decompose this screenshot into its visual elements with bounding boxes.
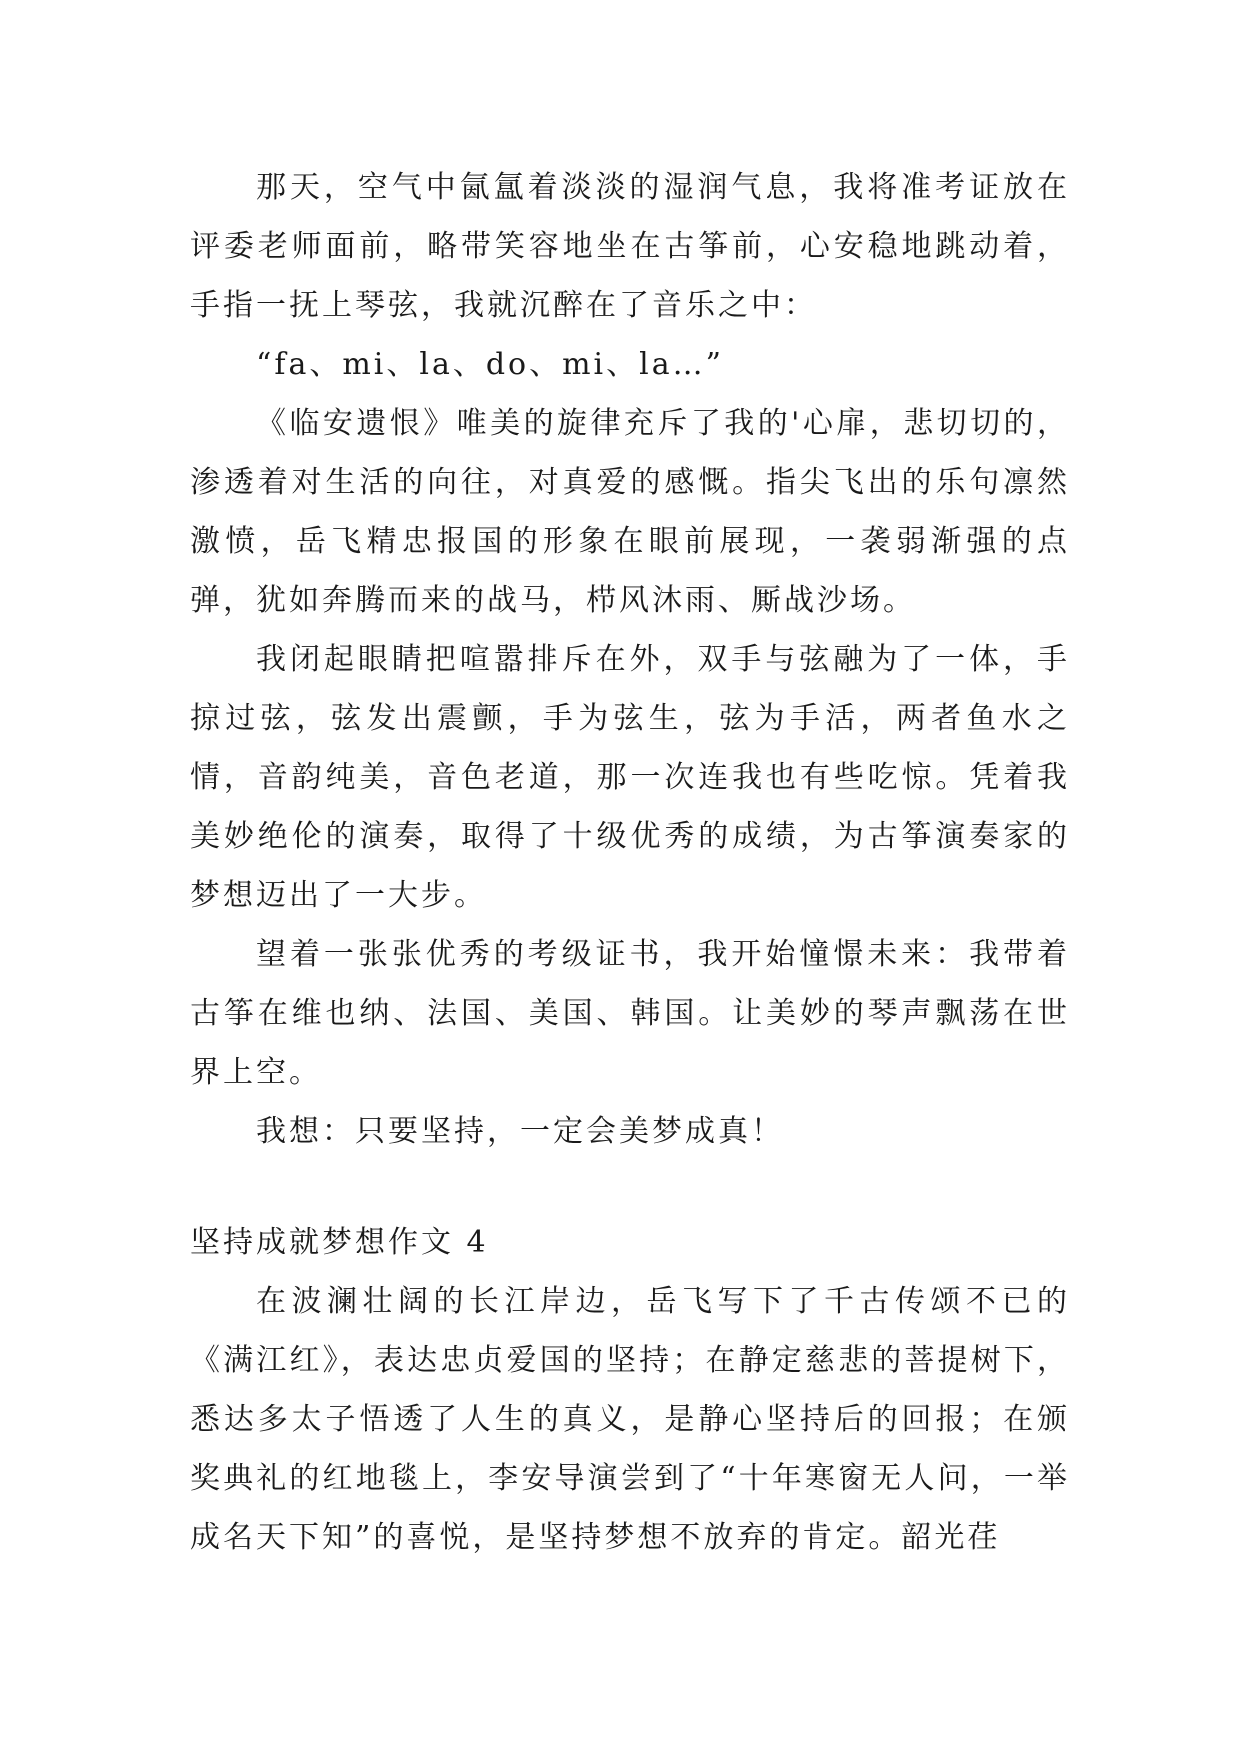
document-body — [190, 158, 1070, 1567]
section-title: 坚持成就梦想作文 4 — [190, 1225, 489, 1260]
paragraph-conclusion: 我想：只要坚持，一定会美梦成真！ — [256, 1114, 784, 1149]
paragraph-melody: 《临安遗恨》唯美的旋律充斥了我的'心扉，悲切切的，渗透着对生活的向往，对真爱的感慨。指尖飞出的乐句凛然激愤，岳飞精忠报国的形象在眼前展现，一袭弱渐强的点弹，犹如奔腾而来的战马，栉风沐雨、厮战沙场。 — [190, 406, 1070, 618]
paragraph-essay4-intro: 在波澜壮阔的长江岸边，岳飞写下了千古传颂不已的《满江红》，表达忠贞爱国的坚持；在静定慈悲的菩提树下，悉达多太子悟透了人生的真义，是静心坚持后的回报；在颁奖典礼的红地毯上，李安导演尝到了“十年寒窗无人问，一举成名天下知”的喜悦，是坚持梦想不放弃的肯定。韶光荏 — [190, 1284, 1070, 1555]
paragraph-performance: 我闭起眼睛把喧嚣排斥在外，双手与弦融为了一体，手掠过弦，弦发出震颤，手为弦生，弦为手活，两者鱼水之情，音韵纯美，音色老道，那一次连我也有些吃惊。凭着我美妙绝伦的演奏，取得了十级优秀的成绩，为古筝演奏家的梦想迈出了一大步。 — [190, 642, 1070, 913]
paragraph-future: 望着一张张优秀的考级证书，我开始憧憬未来：我带着古筝在维也纳、法国、美国、韩国。让美妙的琴声飘荡在世界上空。 — [190, 937, 1070, 1090]
paragraph-notes: “fa、mi、la、do、mi、la…” — [256, 347, 724, 382]
paragraph-exam-day: 那天，空气中氤氲着淡淡的湿润气息，我将准考证放在评委老师面前，略带笑容地坐在古筝前，心安稳地跳动着，手指一抚上琴弦，我就沉醉在了音乐之中： — [190, 170, 1070, 323]
